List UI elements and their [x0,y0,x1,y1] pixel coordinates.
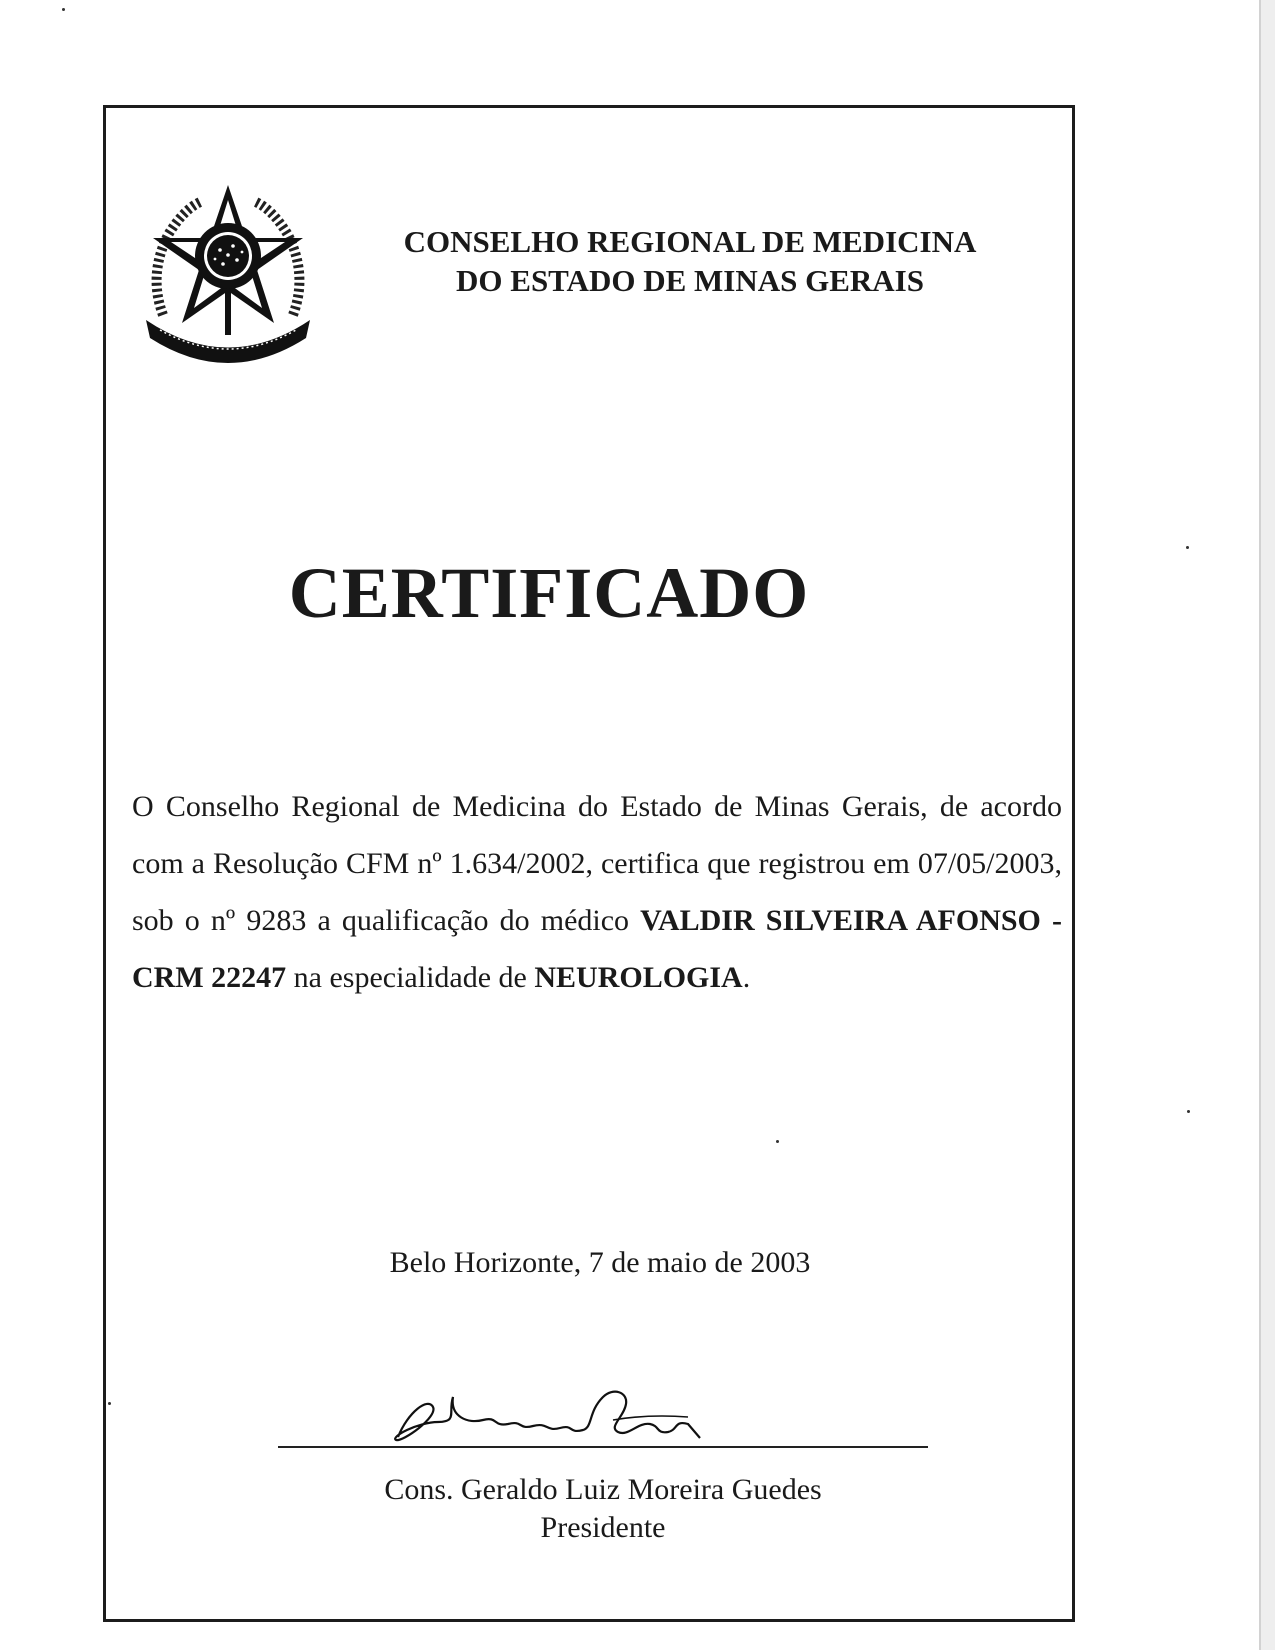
header-line-2: DO ESTADO DE MINAS GERAIS [456,263,924,298]
scan-speck [1187,1110,1190,1113]
certificate-title: CERTIFICADO [288,553,810,633]
signature-line [278,1446,928,1448]
scan-speck [62,8,65,11]
place-date: Belo Horizonte, 7 de maio de 2003 [389,1246,811,1279]
body-text-specialty-intro: na especialidade de [286,961,535,994]
scan-speck [1186,546,1189,549]
scan-edge [1259,0,1275,1650]
council-header [360,222,1020,300]
coat-of-arms-of-brazil-icon [138,180,318,370]
header-line-1: CONSELHO REGIONAL DE MEDICINA [403,224,977,259]
specialty-name: NEUROLOGIA [534,961,743,994]
handwritten-signature [388,1382,728,1452]
doctor-name: VALDIR SILVEIRA AFONSO - CRM 22247 [132,904,1062,994]
body-text-end: . [742,961,751,994]
signer-role: Presidente [540,1511,666,1544]
body-text-intro: O Conselho Regional de Medicina do Estado de Minas Gerais, de acordo com a Resolução CFM nº 1.634/2002, certifica que registrou em 07/05/2003, sob o nº 9283 a qualificação do médico [132,790,1062,937]
certificate-body [132,778,1062,1006]
signer-name: Cons. Geraldo Luiz Moreira Guedes [384,1473,822,1506]
